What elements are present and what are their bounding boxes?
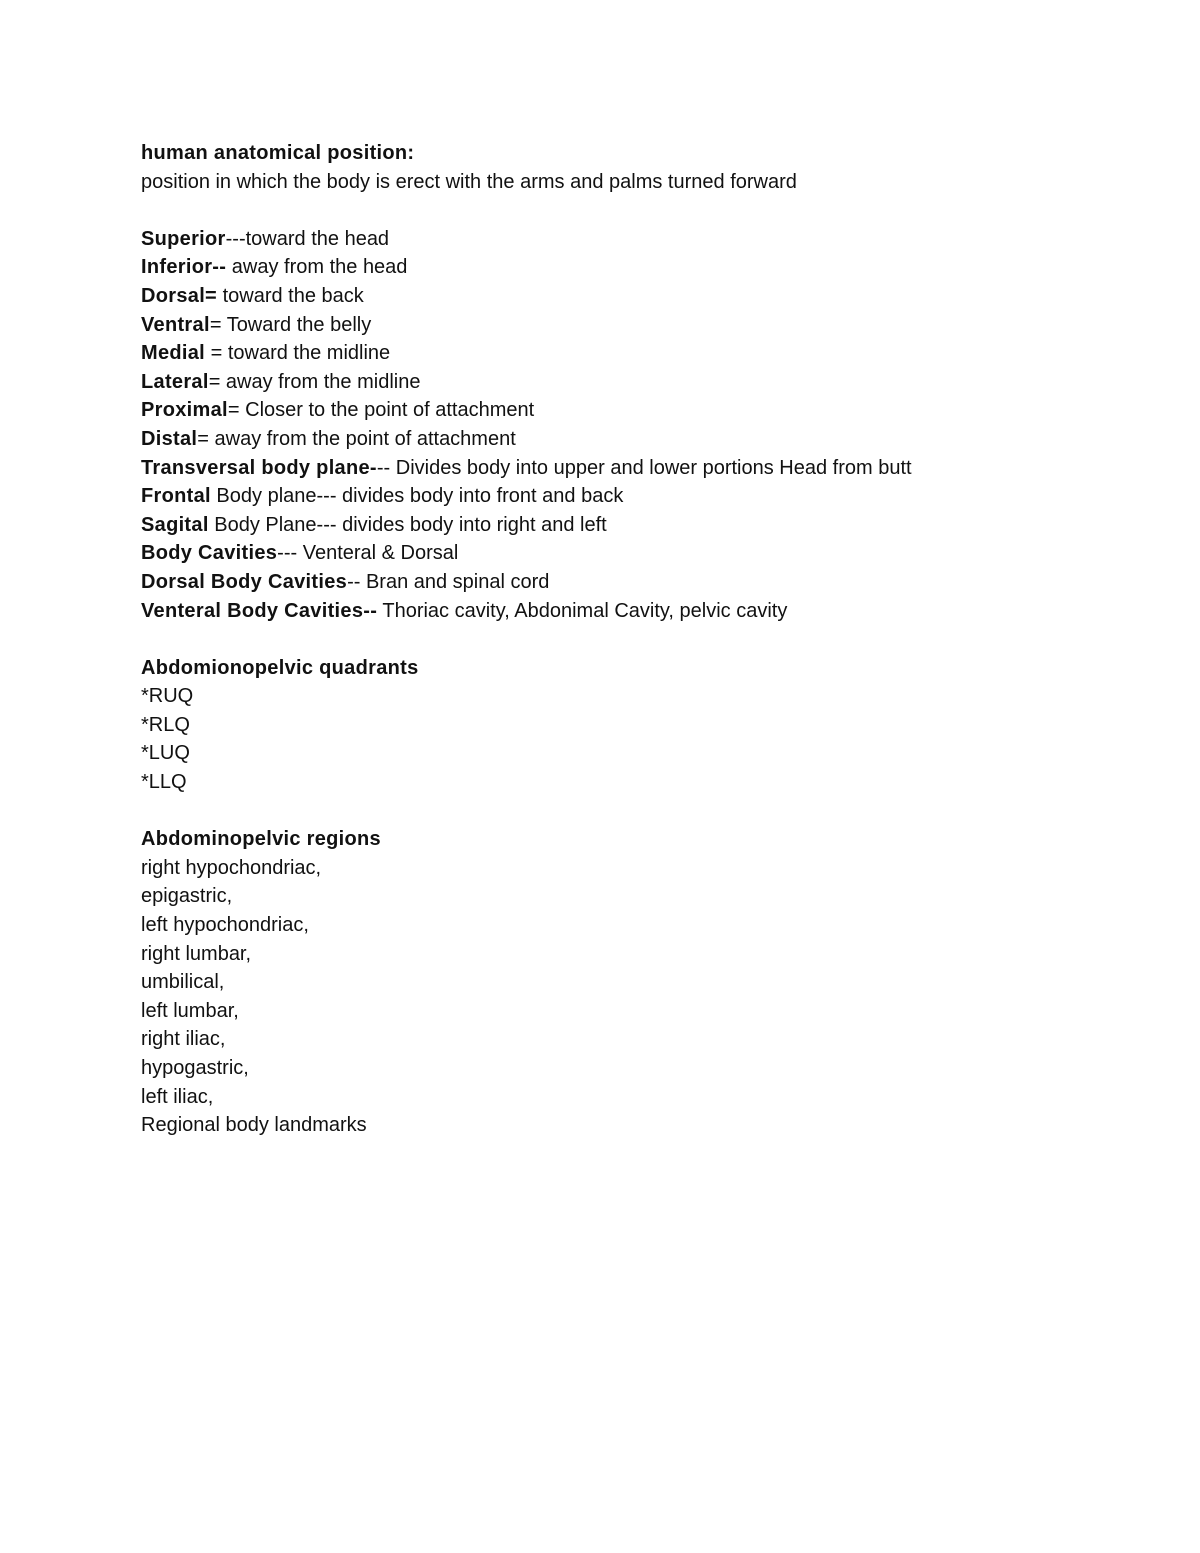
region-item: left lumbar, [141,999,239,1022]
region-item: right lumbar, [141,942,252,965]
term-label: Transversal body plane- [141,456,377,479]
term-description: Thoriac cavity, Abdonimal Cavity, pelvic cavity [377,599,788,622]
term-line [141,482,1141,511]
quadrant-item: *RUQ [141,685,194,708]
term-label: Body Cavities [141,542,278,565]
spacer [141,797,1141,826]
regions-title: Abdominopelvic regions [141,828,381,851]
term-line [141,511,1141,540]
quadrant-item: *RLQ [141,713,190,736]
quadrant-item: *LLQ [141,771,187,794]
section-heading: human anatomical position: [141,142,415,164]
term-label: Ventral [141,313,210,336]
term-description: Body plane--- divides body into front and back [210,485,624,508]
region-item: right hypochondriac, [141,856,322,879]
region-item: hypogastric, [141,1057,249,1079]
term-description: Body Plane--- divides body into right and left [208,513,607,536]
term-label: Dorsal= [141,284,218,307]
term-description: away from the head [226,256,408,279]
term-line [141,539,1141,568]
term-line [141,225,1141,254]
term-description: toward the back [217,284,364,307]
region-item: epigastric, [141,885,233,908]
term-line [141,568,1141,597]
term-line [141,368,1141,397]
term-label: Lateral [141,370,209,393]
term-description: -- Bran and spinal cord [347,570,550,593]
region-item: left iliac, [141,1085,214,1108]
term-label: Frontal [141,485,211,508]
region-item: right iliac, [141,1028,226,1051]
term-description: = away from the midline [208,370,421,393]
term-line [141,282,1141,311]
term-label: Dorsal Body Cavities [141,570,348,593]
quadrant-item: *LUQ [141,742,190,765]
term-label: Sagital [141,513,209,536]
term-line [141,311,1141,340]
term-line [141,454,1141,483]
term-line [141,339,1141,368]
definition-text: position in which the body is erect with the arms and palms turned forward [141,170,797,193]
term-label: Inferior-- [141,256,227,279]
term-label: Distal [141,427,198,450]
region-item: umbilical, [141,971,225,994]
spacer [141,625,1141,654]
term-description: --- Venteral & Dorsal [277,542,459,565]
term-description: = Toward the belly [209,313,372,336]
term-label: Medial [141,342,206,365]
term-description: = Closer to the point of attachment [227,399,535,422]
term-line [141,597,1141,626]
region-item: left hypochondriac, [141,914,309,937]
term-line [141,253,1141,282]
term-description: = toward the midline [205,342,391,365]
document-page [141,139,1141,1140]
term-label: Venteral Body Cavities-- [141,599,378,622]
term-description: = away from the point of attachment [197,427,516,450]
term-label: Proximal [141,399,228,422]
region-item: Regional body landmarks [141,1114,367,1137]
term-label: Superior [141,227,226,250]
spacer [141,196,1141,225]
term-line [141,425,1141,454]
term-description: ---toward the head [225,227,390,250]
term-description: -- Divides body into upper and lower portions Head from butt [376,456,912,479]
quadrants-title: Abdomionopelvic quadrants [141,656,419,679]
term-line [141,396,1141,425]
